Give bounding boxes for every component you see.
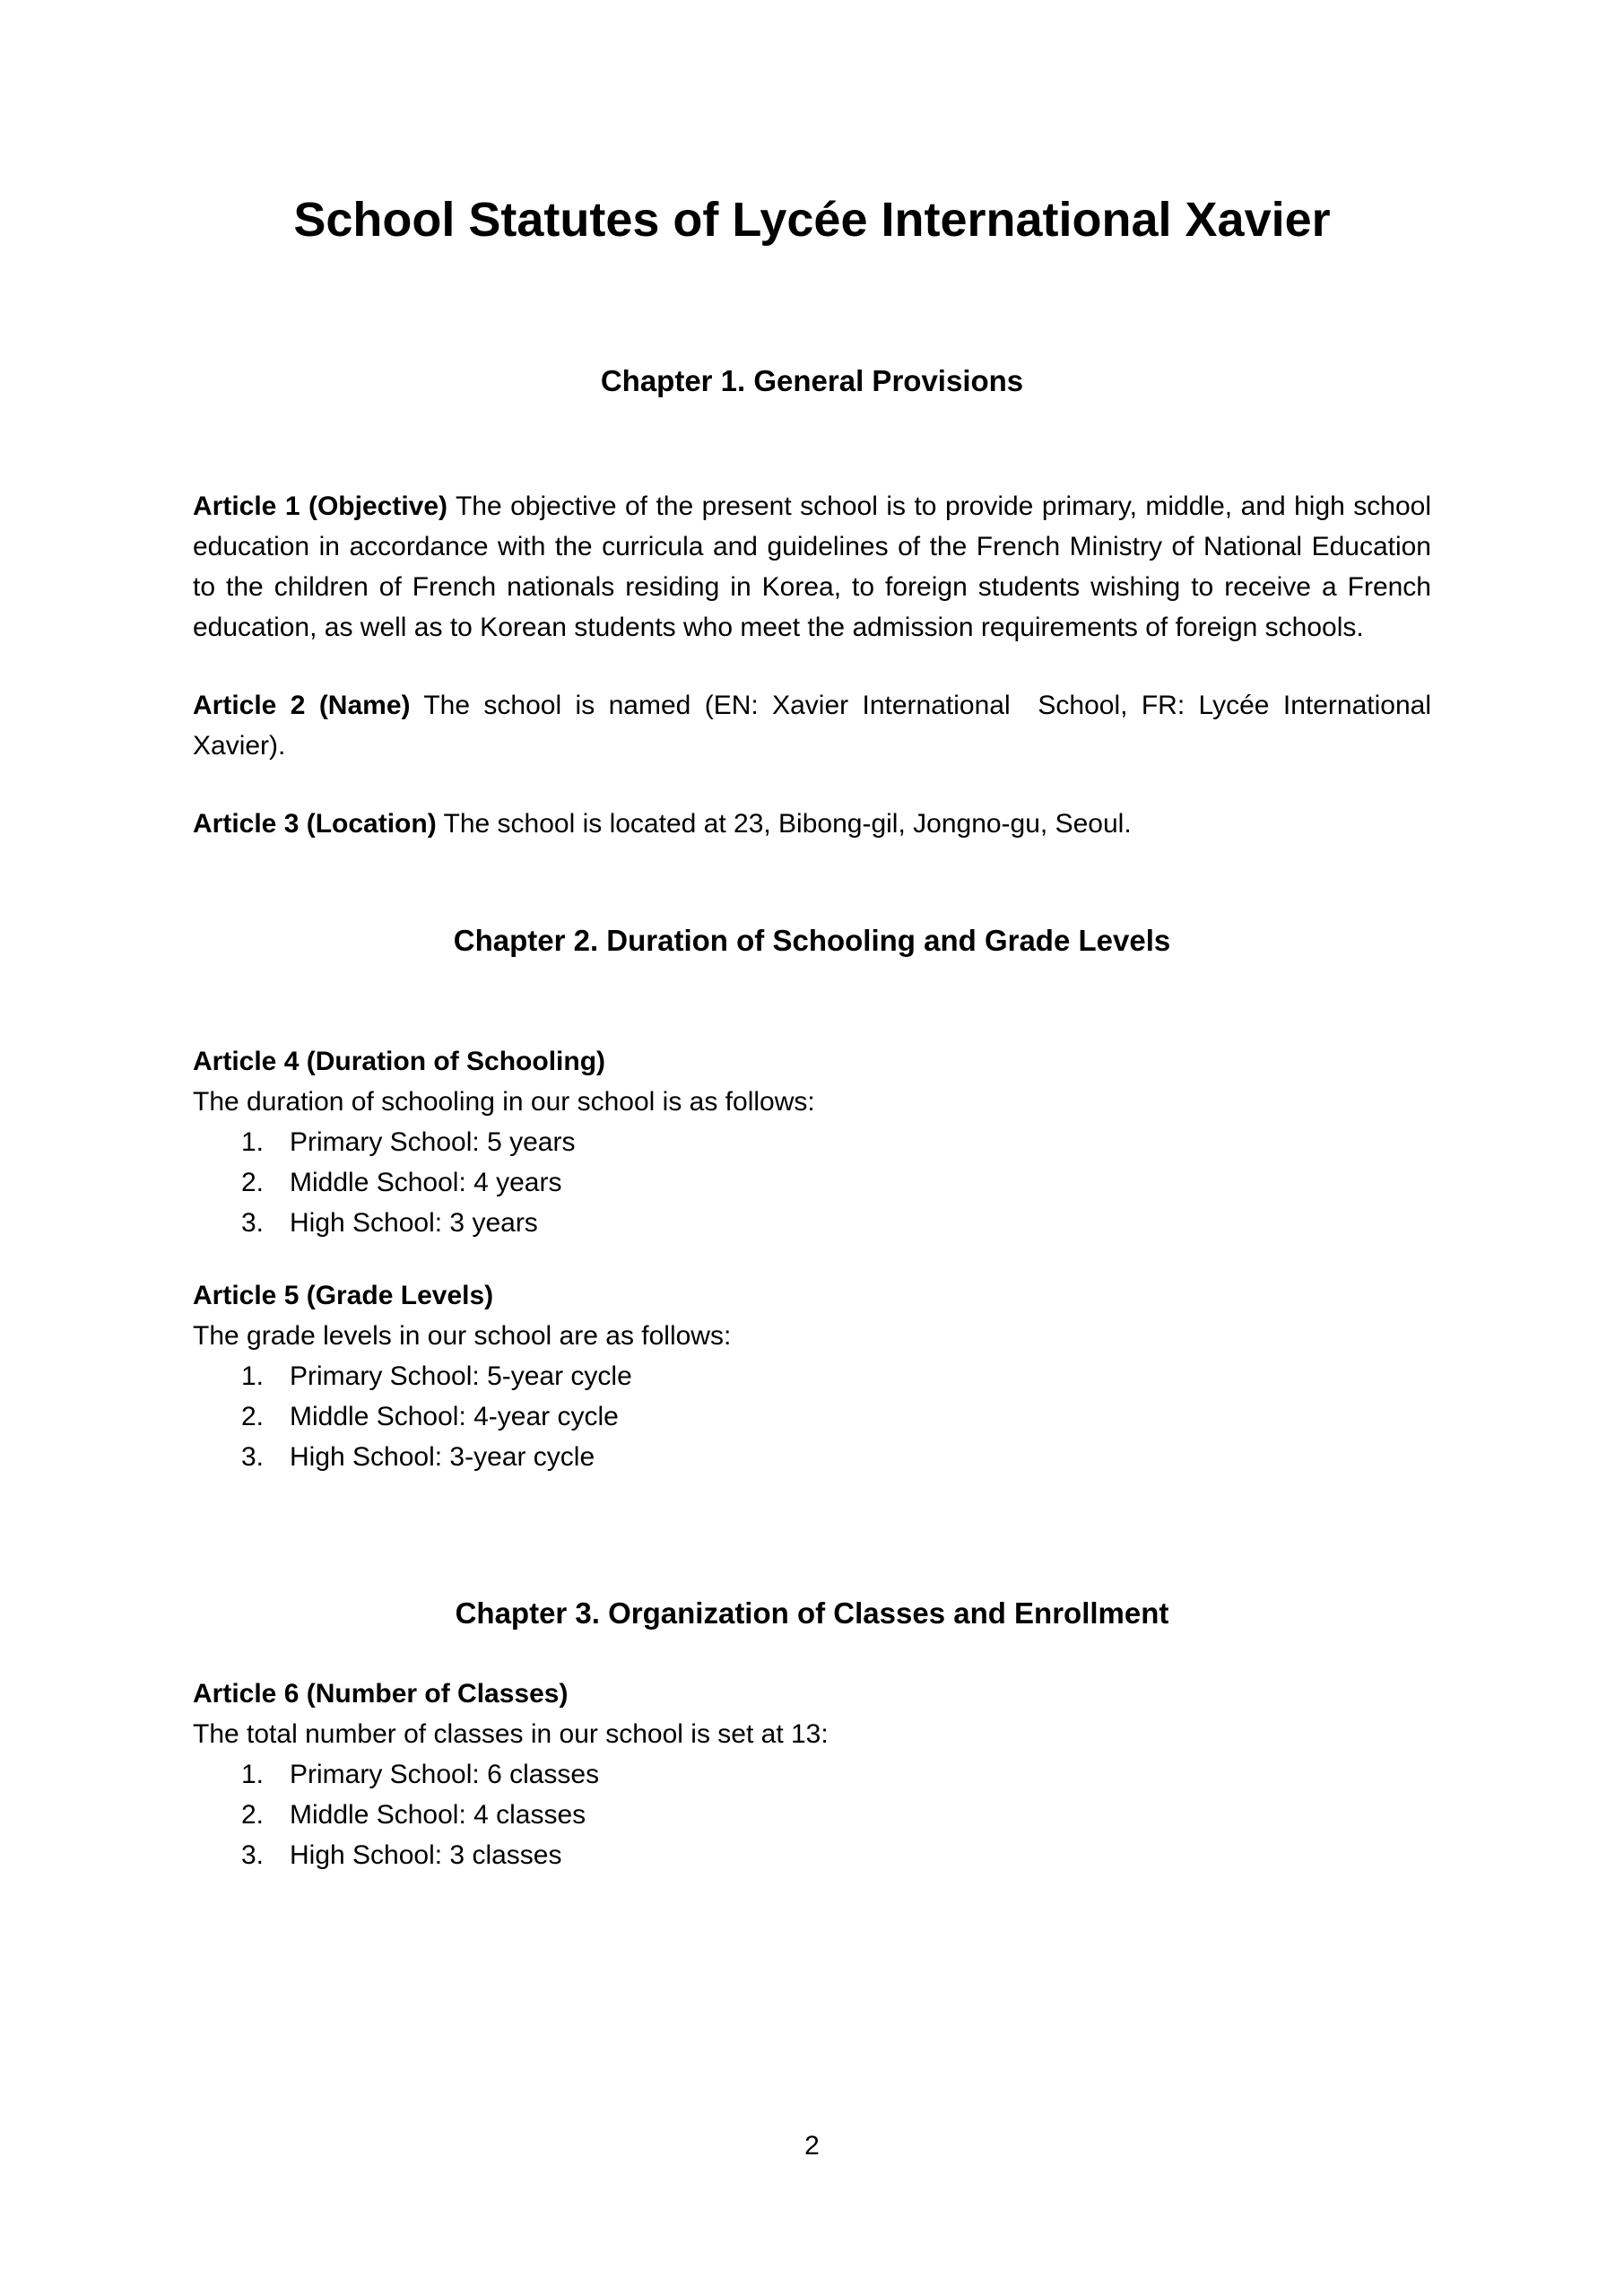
article-3-label: Article 3 (Location) [193, 809, 437, 839]
article-4-section [193, 1041, 1431, 1122]
list-item-number: 2. [241, 1168, 265, 1197]
list-item [193, 1396, 1431, 1437]
list-item-text: Primary School: 6 classes [290, 1760, 600, 1789]
article-1-paragraph [193, 486, 1439, 648]
article-3-paragraph [193, 804, 1431, 844]
list-item-text: High School: 3 classes [290, 1840, 562, 1870]
list-item [193, 1203, 1431, 1243]
article-6-label: Article 6 (Number of Classes) [193, 1679, 569, 1709]
page-number: 2 [804, 2131, 820, 2161]
article-5-label: Article 5 (Grade Levels) [193, 1281, 494, 1310]
list-item-text: Middle School: 4-year cycle [290, 1402, 619, 1431]
list-item-number: 2. [241, 1800, 265, 1830]
article-5-section [193, 1275, 1431, 1356]
list-item-number: 1. [241, 1760, 265, 1789]
chapter-3-heading: Chapter 3. Organization of Classes and Enrollment [455, 1596, 1169, 1630]
list-item-number: 3. [241, 1208, 265, 1238]
list-item [193, 1162, 1431, 1203]
article-1-text: The objective of the present school is to provide primary, middle, and high school education in accordance with the curricula and guidelines of the French Ministry of National Education to the children of French nationals residing in Korea, to foreign students wishing to receive a French education, as well as to Korean students who meet the admission requirements of foreign schools. [193, 491, 1439, 642]
article-4-body: The duration of schooling in our school is as follows: [193, 1087, 815, 1117]
article-6-list [193, 1754, 1431, 1875]
list-item [193, 1754, 1431, 1795]
article-4-list [193, 1122, 1431, 1243]
list-item-text: High School: 3 years [290, 1208, 538, 1238]
article-2-paragraph [193, 685, 1439, 766]
article-3-text: The school is located at 23, Bibong-gil, Jongno-gu, Seoul. [436, 809, 1132, 839]
list-item [193, 1356, 1431, 1396]
article-4-label: Article 4 (Duration of Schooling) [193, 1047, 606, 1076]
article-2-text: The school is named (EN: Xavier International School, FR: Lycée International Xavier). [193, 691, 1439, 761]
chapter-1-heading: Chapter 1. General Provisions [600, 364, 1024, 397]
list-item-number: 3. [241, 1442, 265, 1472]
document-title: School Statutes of Lycée International Xavier [293, 193, 1331, 247]
article-5-body: The grade levels in our school are as follows: [193, 1321, 732, 1351]
list-item [193, 1795, 1431, 1835]
list-item-number: 3. [241, 1840, 265, 1870]
page-footer [0, 2126, 1624, 2166]
list-item-text: Middle School: 4 years [290, 1168, 562, 1197]
list-item-number: 2. [241, 1402, 265, 1431]
list-item [193, 1437, 1431, 1477]
article-6-body: The total number of classes in our school is set at 13: [193, 1719, 829, 1749]
list-item-text: High School: 3-year cycle [290, 1442, 595, 1472]
list-item [193, 1122, 1431, 1162]
list-item [193, 1835, 1431, 1875]
list-item-text: Primary School: 5 years [290, 1127, 576, 1157]
list-item-text: Middle School: 4 classes [290, 1800, 586, 1830]
list-item-text: Primary School: 5-year cycle [290, 1361, 632, 1391]
article-6-section [193, 1674, 1431, 1754]
list-item-number: 1. [241, 1127, 265, 1157]
article-2-label: Article 2 (Name) [193, 691, 411, 720]
list-item-number: 1. [241, 1361, 265, 1391]
article-5-list [193, 1356, 1431, 1477]
article-1-label: Article 1 (Objective) [193, 491, 448, 521]
chapter-2-heading: Chapter 2. Duration of Schooling and Grade Levels [453, 924, 1171, 957]
